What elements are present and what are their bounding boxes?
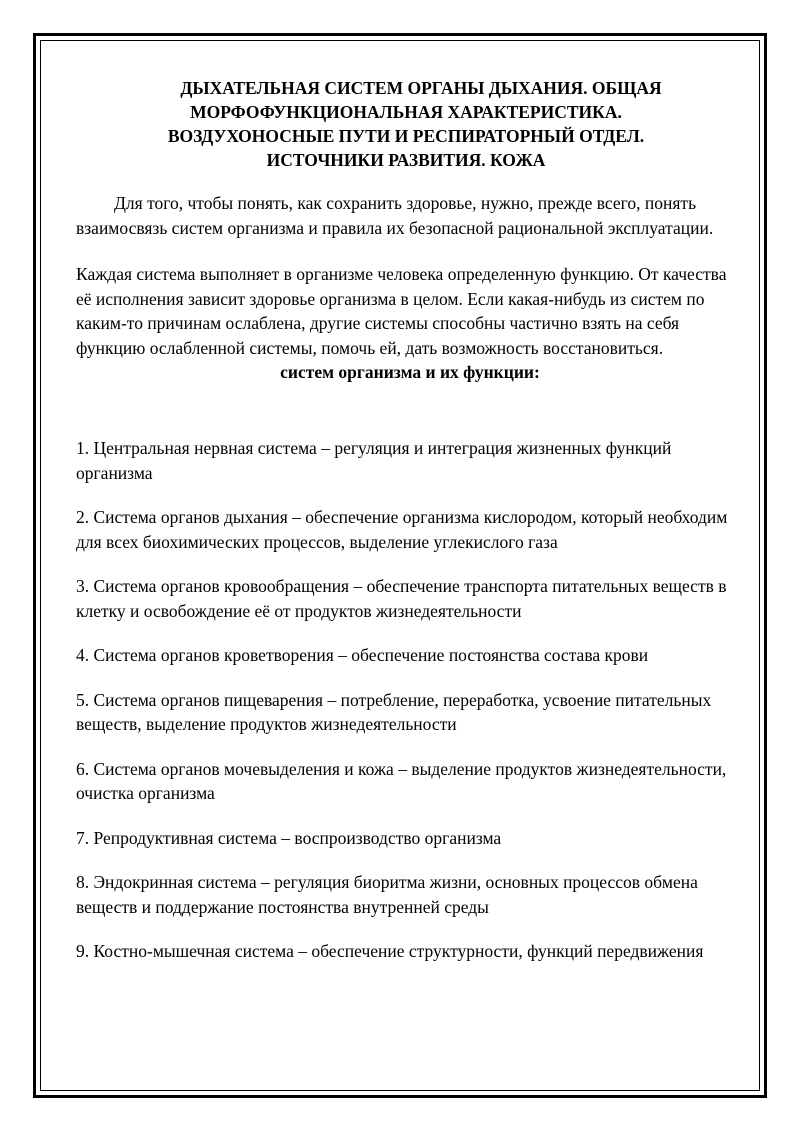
title-line: МОРФОФУНКЦИОНАЛЬНАЯ ХАРАКТЕРИСТИКА.: [190, 102, 622, 122]
list-item: 5. Система органов пищеварения – потребление, переработка, усвоение питательных веществ, выделение продуктов жизнедеятельности: [76, 689, 712, 734]
section-subheading: систем организма и их функции:: [280, 362, 540, 382]
list-item: 8. Эндокринная система – регуляция биоритма жизни, основных процессов обмена веществ и поддержание постоянства внутренней среды: [76, 872, 698, 917]
list-item: 6. Система органов мочевыделения и кожа – выделение продуктов жизнедеятельности, очистка организма: [76, 758, 727, 803]
title-line: ВОЗДУХОНОСНЫЕ ПУТИ И РЕСПИРАТОРНЫЙ ОТДЕЛ.: [167, 126, 645, 146]
systems-list: [76, 436, 736, 964]
body-paragraph: Каждая система выполняет в организме человека определенную функцию. От качества её исполнения зависит здоровье организма в целом. Если какая-нибудь из систем по каким-то причинам ослаблена, другие системы способны частично взять на себя функцию ослабленной системы, помочь ей, дать возможность восстановиться.: [76, 264, 727, 358]
list-item: 9. Костно-мышечная система – обеспечение структурности, функций передвижения: [76, 941, 704, 961]
list-item: 7. Репродуктивная система – воспроизводство организма: [76, 827, 502, 848]
list-item: 3. Система органов кровообращения – обеспечение транспорта питательных веществ в клетку и освобождение её от продуктов жизнедеятельности: [76, 576, 727, 621]
document-title: [76, 76, 736, 172]
intro-paragraph: Для того, чтобы понять, как сохранить здоровье, нужно, прежде всего, понять взаимосвязь систем организма и правила их безопасной рациональной эксплуатации.: [76, 193, 714, 238]
list-item: 4. Система органов кроветворения – обеспечение постоянства состава крови: [76, 645, 649, 665]
title-line: ДЫХАТЕЛЬНАЯ СИСТЕМ ОРГАНЫ ДЫХАНИЯ. ОБЩАЯ: [180, 78, 662, 98]
list-item: 1. Центральная нервная система – регуляция и интеграция жизненных функций организма: [76, 438, 672, 483]
list-item: 2. Система органов дыхания – обеспечение организма кислородом, который необходим для всех биохимических процессов, выделение углекислого газа: [76, 507, 728, 552]
title-line: ИСТОЧНИКИ РАЗВИТИЯ. КОЖА: [266, 150, 546, 170]
document-body: [76, 76, 736, 984]
